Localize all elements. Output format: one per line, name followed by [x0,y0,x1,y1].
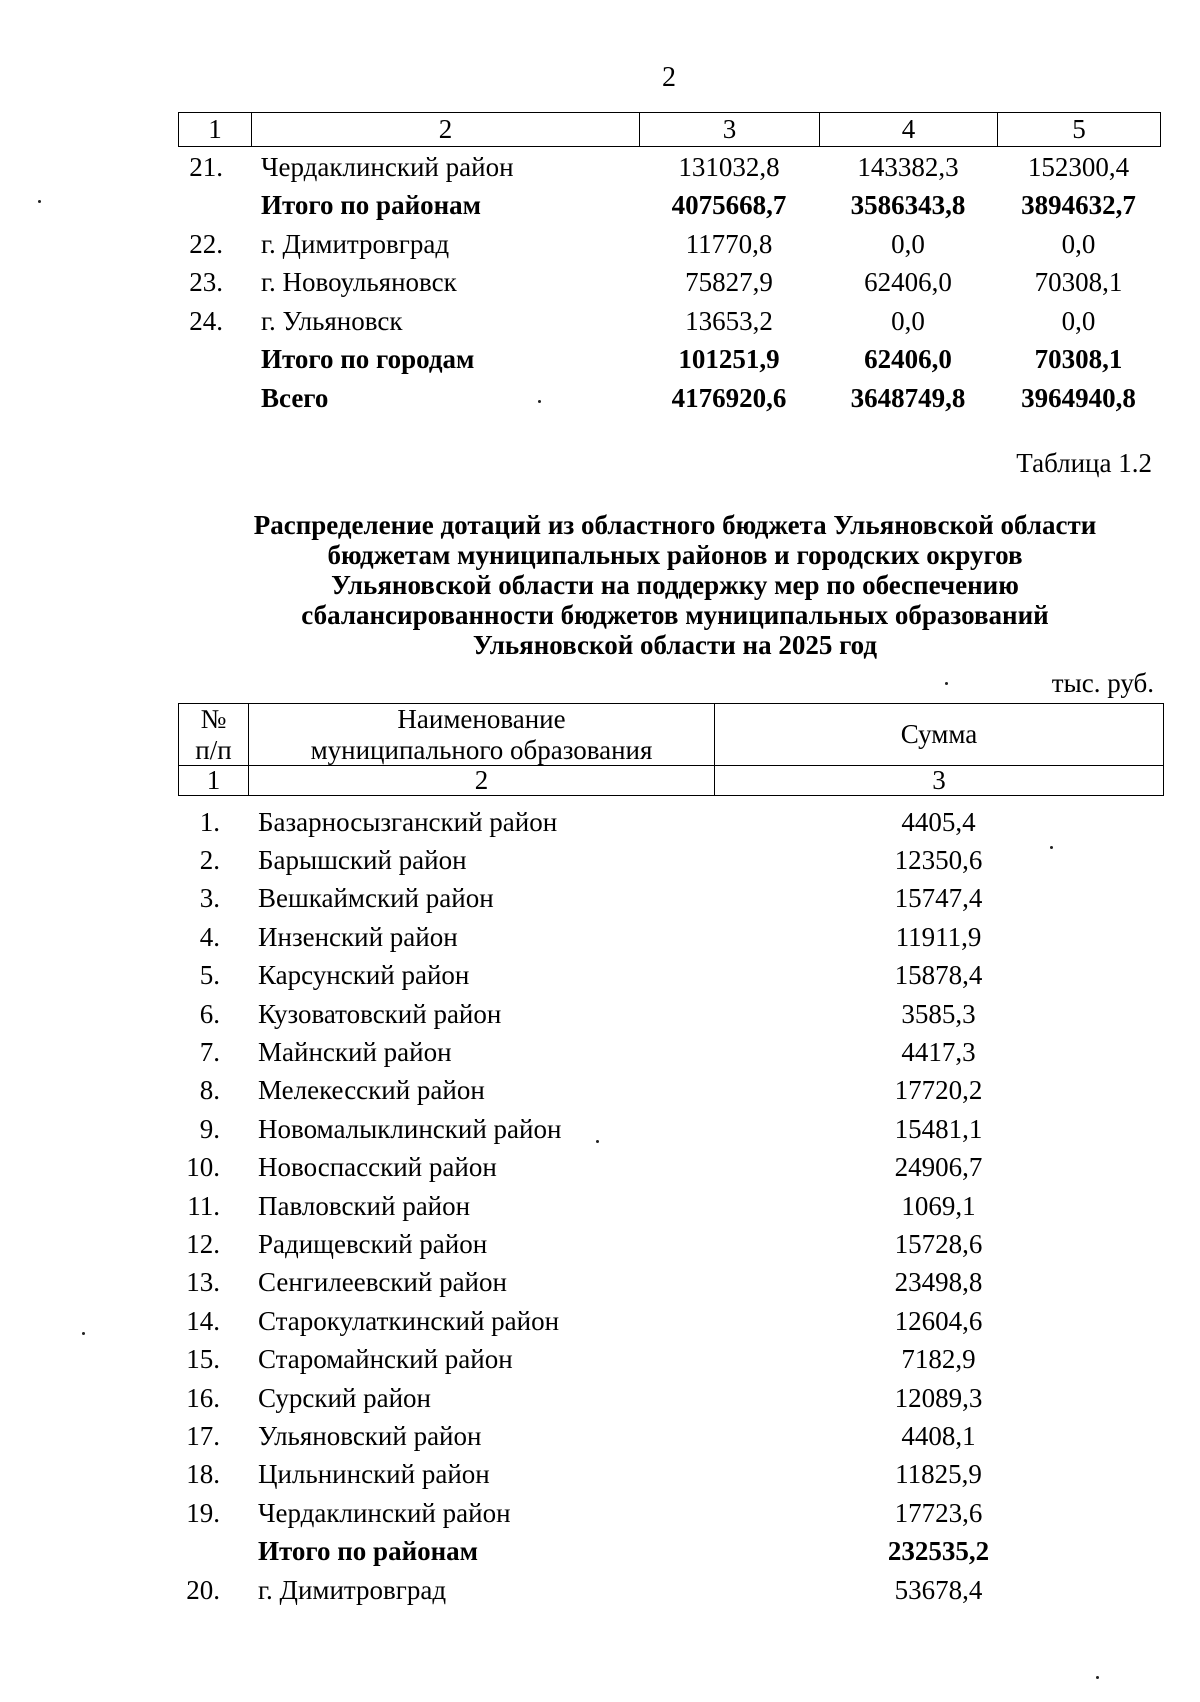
row-value-col3: 101251,9 [678,344,780,375]
row-name: Новомалыклинский район [258,1113,562,1144]
units-label: тыс. руб. [1051,668,1154,698]
row-number: 8. [199,1075,220,1106]
table-row [178,995,1163,1033]
table1-header-col4: 4 [820,113,998,147]
title-line: сбалансированности бюджетов муниципальных образований [301,600,1049,630]
title-line: Распределение дотаций из областного бюджета Ульяновской области [253,510,1097,540]
row-number [178,187,251,226]
row-number: 3. [199,883,220,914]
table-row [178,841,1163,879]
row-name: г. Димитровград [261,228,450,259]
title-line: Ульяновской области на 2025 год [472,630,878,660]
row-value-col3: 75827,9 [685,267,773,298]
row-sum: 11911,9 [895,921,982,952]
header-name-line1: Наименование [397,703,566,734]
row-value-col5: 70308,1 [1034,344,1123,375]
row-value-col4: 143382,3 [857,151,959,182]
scan-speck [1050,846,1053,849]
table-row [178,225,1160,264]
row-value-col5: 3894632,7 [1021,190,1136,221]
row-name: г. Димитровград [258,1574,447,1605]
table2-rows [178,803,1163,1609]
row-value-col3: 11770,8 [685,228,773,259]
table-row [178,880,1163,918]
row-value-col4: 3586343,8 [850,190,966,221]
row-number: 10. [186,1152,220,1183]
row-number: 19. [186,1497,220,1528]
row-name: Радищевский район [258,1228,488,1259]
row-number [178,341,251,380]
row-name: Итого по районам [261,190,482,221]
row-sum: 15728,6 [894,1228,983,1259]
scan-speck [82,1332,85,1335]
row-sum: 3585,3 [901,998,976,1029]
row-sum: 232535,2 [887,1536,990,1567]
table-row [178,1033,1163,1071]
row-name: Старомайнский район [258,1344,513,1375]
table-row [178,1456,1163,1494]
row-sum: 17720,2 [894,1075,983,1106]
table2-index-col2: 2 [249,766,715,796]
row-value-col4: 0,0 [891,228,925,259]
table-row [178,1072,1163,1110]
row-value-col5: 3964940,8 [1021,382,1136,413]
table2-header-sum: Сумма [715,704,1164,766]
table-row [178,1264,1163,1302]
row-sum: 1069,1 [901,1190,976,1221]
table1-body [178,148,1160,418]
scan-speck [538,400,541,403]
header-name-line2: муниципального образования [310,734,653,765]
row-value-col3: 4176920,6 [671,382,787,413]
row-value-col3: 13653,2 [685,305,773,336]
row-value-col4: 0,0 [891,305,925,336]
page-number: 2 [662,62,676,93]
row-name: Мелекесский район [258,1075,485,1106]
table-title [180,510,1170,660]
table-row [178,1110,1163,1148]
row-name: Сенгилеевский район [258,1267,507,1298]
row-sum: 12089,3 [894,1382,983,1413]
table-label: Таблица 1.2 [1016,448,1152,478]
table-row [178,1379,1163,1417]
row-number: 13. [186,1267,220,1298]
row-sum: 15878,4 [894,960,983,991]
table-row [178,302,1160,341]
table1-header-col2: 2 [252,113,640,147]
row-name: Чердаклинский район [261,151,514,182]
row-number: 15. [186,1344,220,1375]
row-number: 17. [186,1420,220,1451]
row-sum: 15747,4 [894,883,983,914]
row-number: 21. [189,151,223,182]
table2-header [178,703,1164,796]
row-name: Вешкаймский район [258,883,494,914]
table-row [178,264,1160,303]
scan-speck [38,200,41,203]
table2-header-name [249,704,715,766]
row-number: 18. [186,1459,220,1490]
row-value-col3: 4075668,7 [671,190,787,221]
table-row [178,1532,1163,1570]
row-name: Чердаклинский район [258,1497,511,1528]
table1-header-col3: 3 [640,113,820,147]
table-row [178,918,1163,956]
row-number: 7. [199,1037,220,1068]
row-name: Кузоватовский район [258,998,502,1029]
row-number: 9. [199,1113,220,1144]
row-name: Старокулаткинский район [258,1305,560,1336]
row-sum: 23498,8 [894,1267,983,1298]
row-sum: 4417,3 [901,1037,976,1068]
row-number: 4. [199,921,220,952]
row-number: 23. [189,267,223,298]
table2-body [178,803,1163,1609]
row-number [178,1532,248,1570]
row-name: г. Ульяновск [261,305,403,336]
row-number: 20. [186,1574,220,1605]
row-sum: 24906,7 [894,1152,983,1183]
row-name: г. Новоульяновск [261,267,457,298]
row-sum: 11825,9 [895,1459,982,1490]
row-name: Павловский район [258,1190,471,1221]
table-row [178,1571,1163,1609]
row-value-col3: 131032,8 [678,151,780,182]
row-number: 2. [199,845,220,876]
row-number: 6. [199,998,220,1029]
table-row [178,1417,1163,1455]
row-sum: 17723,6 [894,1497,983,1528]
row-number: 22. [189,228,223,259]
row-name: Карсунский район [258,960,470,991]
header-number-line1: № [200,703,227,734]
row-name: Итого по районам [258,1536,479,1567]
row-number: 12. [186,1228,220,1259]
row-value-col5: 70308,1 [1034,267,1123,298]
table2-header-number [179,704,249,766]
row-number: 5. [199,960,220,991]
title-line: бюджетам муниципальных районов и городских округов [327,540,1023,570]
row-number: 11. [187,1190,220,1221]
table-row [178,1225,1163,1263]
row-sum: 12350,6 [894,845,983,876]
row-number: 16. [186,1382,220,1413]
row-value-col5: 0,0 [1061,305,1096,336]
row-name: Итого по городам [261,344,475,375]
row-sum: 4405,4 [901,806,976,837]
table-row [178,803,1163,841]
row-value-col5: 152300,4 [1027,151,1130,182]
title-line: Ульяновской области на поддержку мер по обеспечению [331,570,1019,600]
table-row [178,379,1160,418]
table-row [178,341,1160,380]
table-row [178,1302,1163,1340]
row-name: Сурский район [258,1382,431,1413]
table1-rows [178,148,1160,418]
row-sum: 7182,9 [901,1344,976,1375]
table1-header-col1: 1 [179,113,252,147]
row-value-col4: 3648749,8 [850,382,966,413]
row-name: Майнский район [258,1037,452,1068]
table-row [178,187,1160,226]
row-number: 14. [186,1305,220,1336]
scan-speck [945,682,948,685]
row-name: Новоспасский район [258,1152,497,1183]
table-row [178,957,1163,995]
row-number [178,379,251,418]
row-name: Барышский район [258,845,467,876]
row-name: Ульяновский район [258,1420,482,1451]
table1-header-col5: 5 [998,113,1161,147]
row-number: 1. [199,806,220,837]
row-name: Всего [261,382,329,413]
table-row [178,1187,1163,1225]
row-value-col4: 62406,0 [864,344,952,375]
table1-header [178,112,1161,147]
table-row [178,1340,1163,1378]
row-sum: 12604,6 [894,1305,983,1336]
scan-speck [1096,1676,1099,1679]
table2-index-col3: 3 [715,766,1164,796]
table-row [178,148,1160,187]
scan-speck [596,1140,599,1143]
row-sum: 53678,4 [894,1574,983,1605]
table-row [178,1149,1163,1187]
header-number-line2: п/п [195,734,232,765]
table-row [178,1494,1163,1532]
row-name: Инзенский район [258,921,458,952]
row-sum: 15481,1 [894,1113,983,1144]
row-value-col5: 0,0 [1061,228,1096,259]
row-name: Цильнинский район [258,1459,490,1490]
table2-index-col1: 1 [179,766,249,796]
row-value-col4: 62406,0 [864,267,952,298]
row-name: Базарносызганский район [258,806,558,837]
row-sum: 4408,1 [901,1420,976,1451]
row-number: 24. [189,305,223,336]
